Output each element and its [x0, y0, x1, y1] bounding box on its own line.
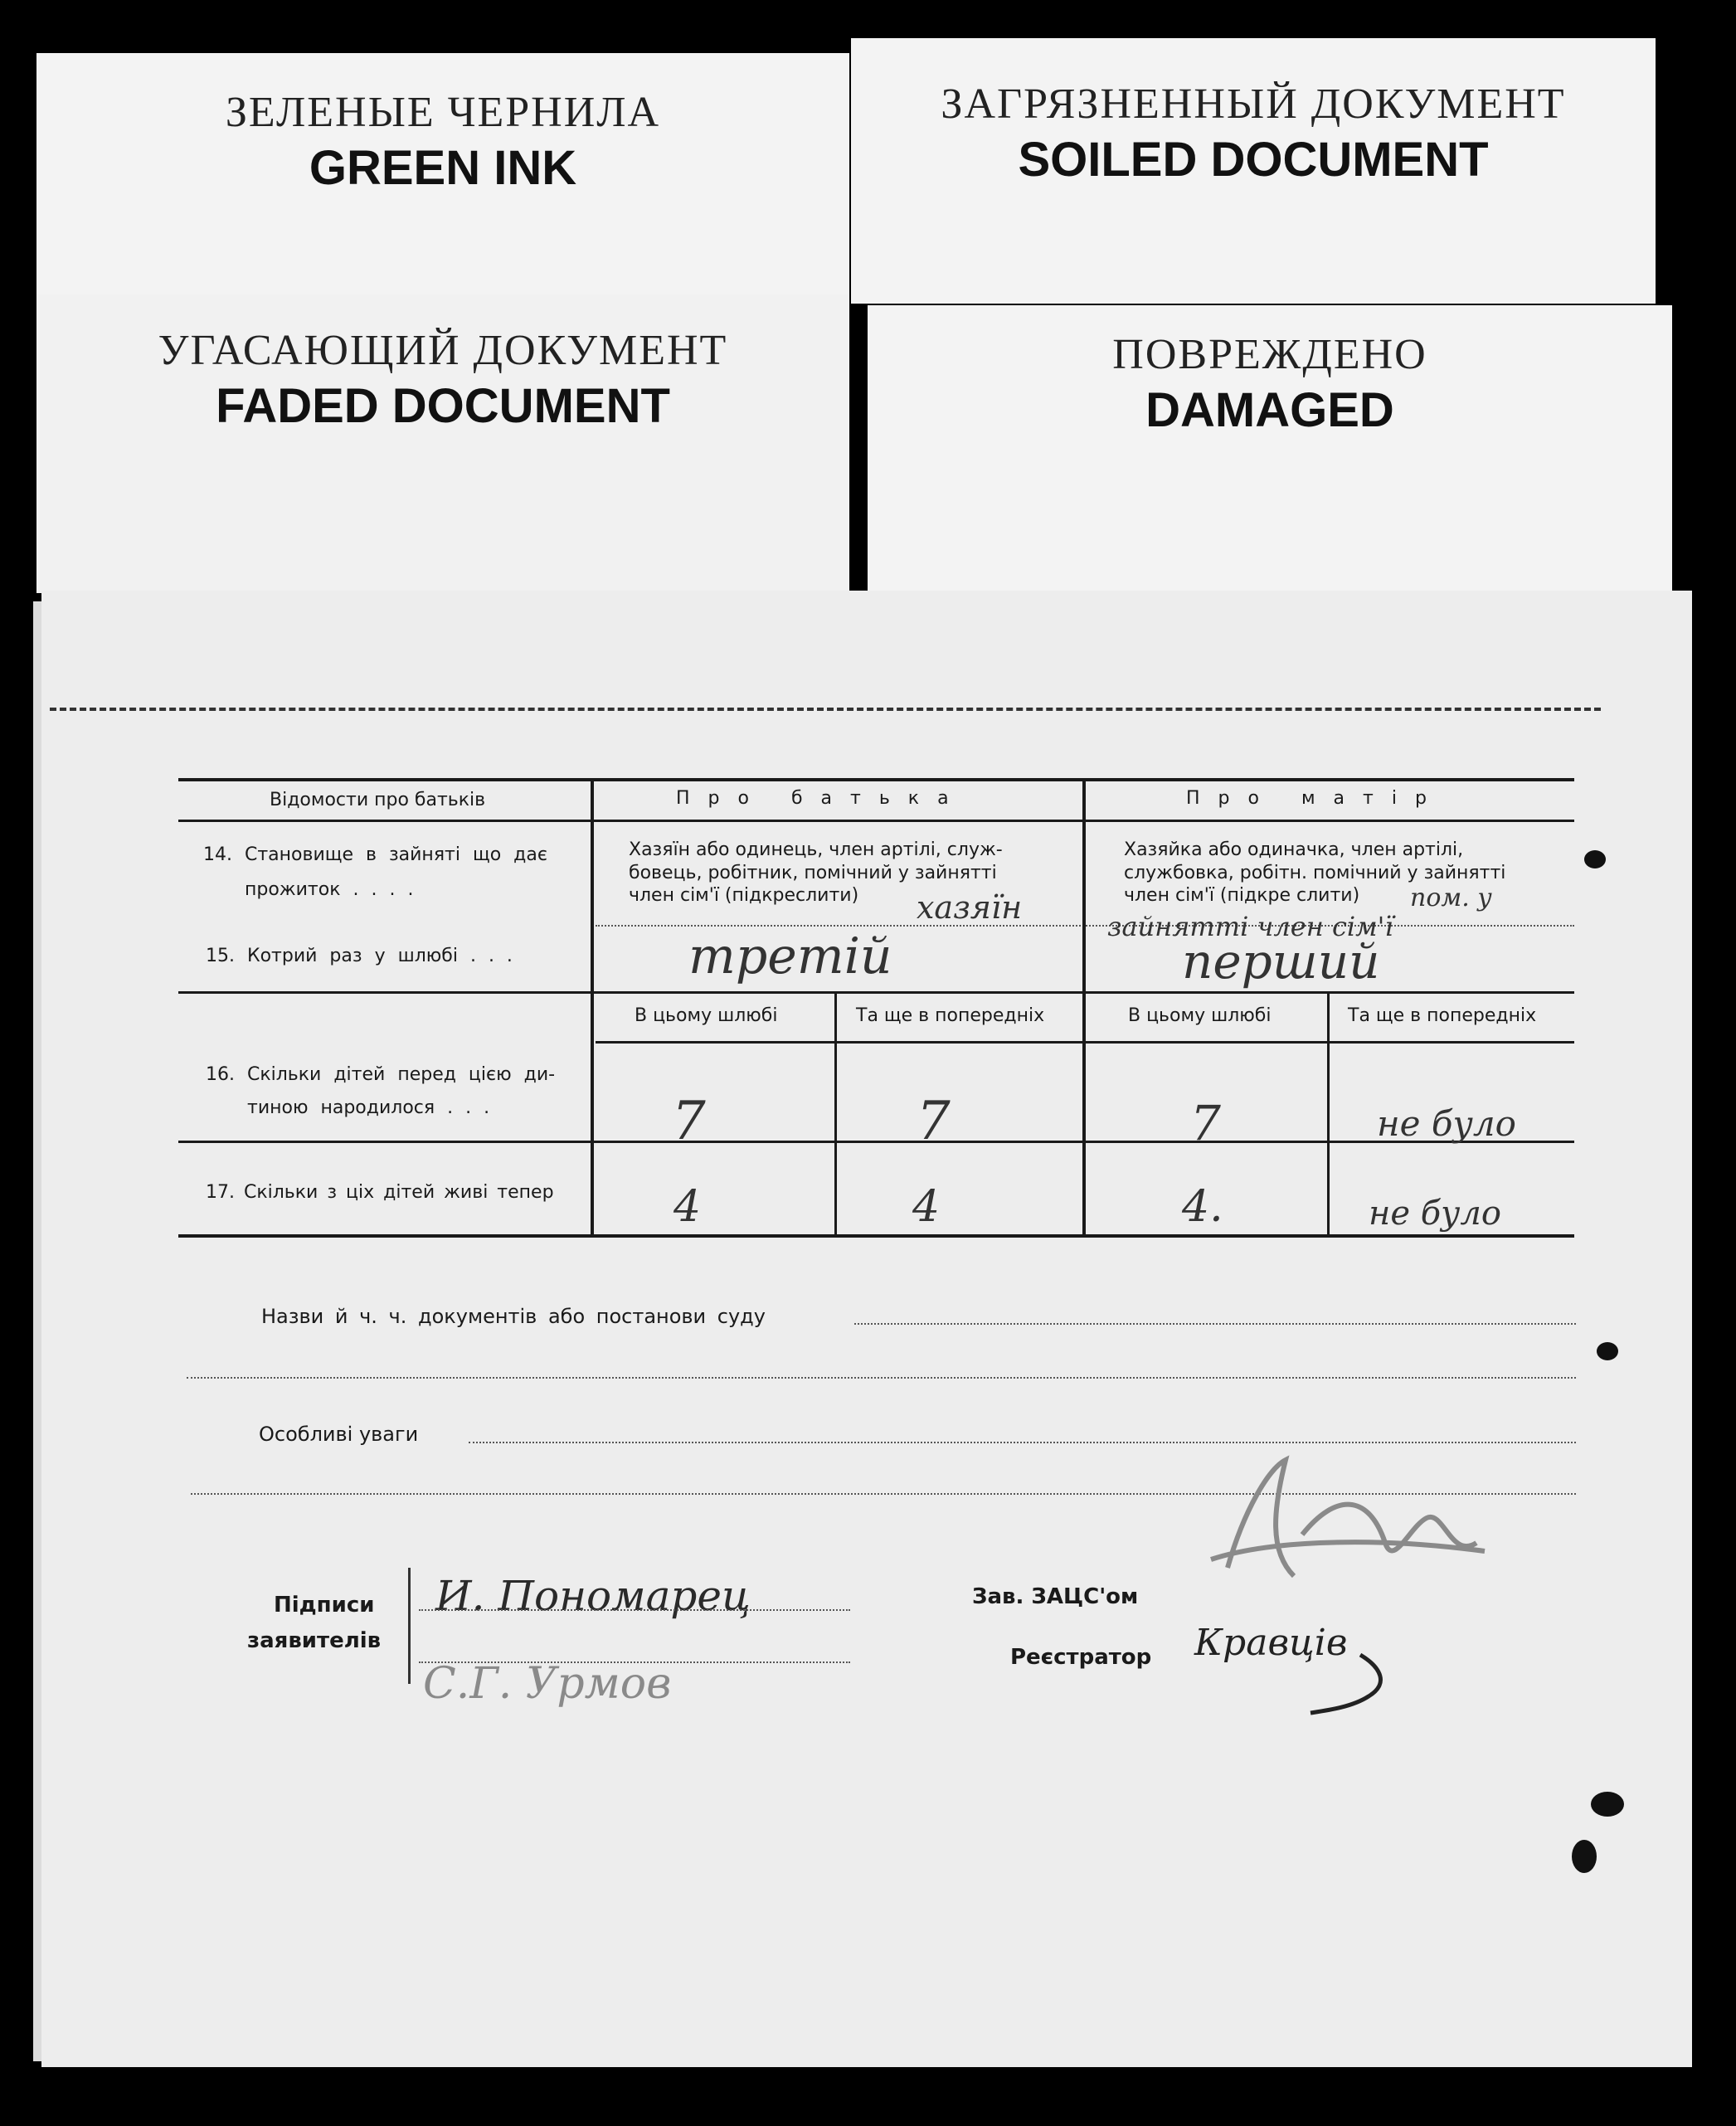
damage-hole	[1591, 1792, 1624, 1817]
row16-label-line2: тиною народилося . . .	[247, 1097, 490, 1118]
header-father: Про батька	[676, 788, 967, 809]
row16-mother-this: 7	[1190, 1095, 1221, 1151]
damage-hole	[1584, 850, 1606, 868]
table-row16-rule	[178, 1141, 1574, 1143]
signature-line-1	[419, 1609, 850, 1611]
table-col-divider	[591, 780, 594, 1236]
table-header-rule	[178, 820, 1574, 822]
damaged-en: DAMAGED	[1145, 383, 1394, 437]
row14-father-line3: член сім'ї (підкреслити)	[629, 885, 859, 906]
subheader-father-previous: Та ще в попередніх	[856, 1005, 1045, 1026]
row14-mother-handwritten-2: зайнятті член сім'ї	[1107, 911, 1393, 942]
signatures-label: Підписи	[274, 1593, 375, 1618]
row14-label-line2: прожиток . . . .	[245, 879, 414, 900]
table-top-rule	[178, 778, 1574, 781]
row16-mother-previous: не було	[1377, 1103, 1516, 1144]
green-ink-label-card	[36, 53, 849, 302]
header-mother: Про матір	[1186, 788, 1445, 809]
damaged-ru: ПОВРЕЖДЕНО	[1112, 331, 1427, 378]
documents-line-2	[187, 1377, 1576, 1379]
applicants-label: заявителів	[247, 1628, 382, 1653]
row17-father-previous: 4	[912, 1182, 941, 1232]
row17-mother-this: 4.	[1182, 1182, 1223, 1232]
applicant-signature-2: С.Г. Урмов	[423, 1659, 672, 1709]
head-signature	[1194, 1443, 1493, 1609]
row16-label-line1: 16. Скільки дітей перед цією ди-	[206, 1064, 556, 1085]
row17-mother-previous: не було	[1369, 1194, 1501, 1233]
soiled-document-en: SOILED DOCUMENT	[1018, 133, 1489, 187]
registry-form-page	[41, 591, 1692, 2067]
documents-label: Назви й ч. ч. документів або постанови суду	[261, 1305, 766, 1328]
row16-father-this: 7	[672, 1091, 706, 1152]
row14-mother-line2: службовка, робітн. помічний у зайнятті	[1124, 863, 1506, 883]
documents-line	[854, 1323, 1576, 1325]
soiled-document-ru: ЗАГРЯЗНЕННЫЙ ДОКУМЕНТ	[941, 80, 1566, 128]
perforation-line	[50, 708, 1601, 711]
damage-hole	[1572, 1840, 1597, 1873]
table-subcol-divider	[1327, 994, 1330, 1236]
row15-label: 15. Котрий раз у шлюбі . . .	[206, 946, 513, 966]
row16-father-previous: 7	[917, 1091, 951, 1152]
notes-label: Особливі уваги	[259, 1423, 419, 1446]
row14-mother-handwritten-1: пом. у	[1410, 883, 1492, 912]
row14-label-line1: 14. Становище в зайняті що дає	[203, 844, 547, 865]
damaged-label-card	[868, 305, 1672, 597]
subheader-mother-this-marriage: В цьому шлюбі	[1128, 1005, 1272, 1026]
soiled-document-label-card	[851, 38, 1656, 304]
row14-father-handwritten: хазяїн	[917, 889, 1023, 926]
head-of-registry-label: Зав. ЗАЦС'ом	[972, 1584, 1139, 1609]
faded-document-en: FADED DOCUMENT	[216, 379, 670, 433]
table-row15-rule	[178, 991, 1574, 994]
row15-father-handwritten: третій	[688, 927, 892, 985]
subheader-father-this-marriage: В цьому шлюбі	[635, 1005, 778, 1026]
faded-document-label-card	[36, 294, 849, 593]
subheader-mother-previous: Та ще в попередніх	[1348, 1005, 1537, 1026]
signature-brace	[408, 1568, 411, 1684]
table-col-divider	[1082, 780, 1086, 1236]
row14-father-line2: бовець, робітник, помічний у зайнятті	[629, 863, 997, 883]
damage-hole	[1597, 1342, 1618, 1360]
faded-document-ru: УГАСАЮЩИЙ ДОКУМЕНТ	[158, 327, 728, 374]
row17-label: 17. Скільки з ціх дітей живі тепер	[206, 1182, 554, 1203]
green-ink-en: GREEN INK	[309, 141, 577, 195]
applicant-signature-1: И. Пономарец	[435, 1572, 751, 1620]
row14-father-line1: Хазяїн або одинець, член артілі, служ-	[629, 839, 1003, 860]
green-ink-ru: ЗЕЛЕНЫЕ ЧЕРНИЛА	[225, 89, 661, 136]
row14-mother-line3: член сім'ї (підкре слити)	[1124, 885, 1360, 906]
registrar-signature: Кравців	[1194, 1622, 1348, 1664]
row15-mother-handwritten: перший	[1182, 933, 1380, 990]
registrar-label: Реєстратор	[1010, 1645, 1152, 1670]
row14-mother-line1: Хазяйка або одиначка, член артілі,	[1124, 839, 1464, 860]
header-parents-info: Відомости про батьків	[270, 790, 486, 810]
table-subcol-divider	[834, 994, 837, 1236]
registrar-signature-flourish	[1302, 1651, 1402, 1717]
row17-father-this: 4	[673, 1182, 702, 1232]
table-bottom-rule	[178, 1234, 1574, 1238]
